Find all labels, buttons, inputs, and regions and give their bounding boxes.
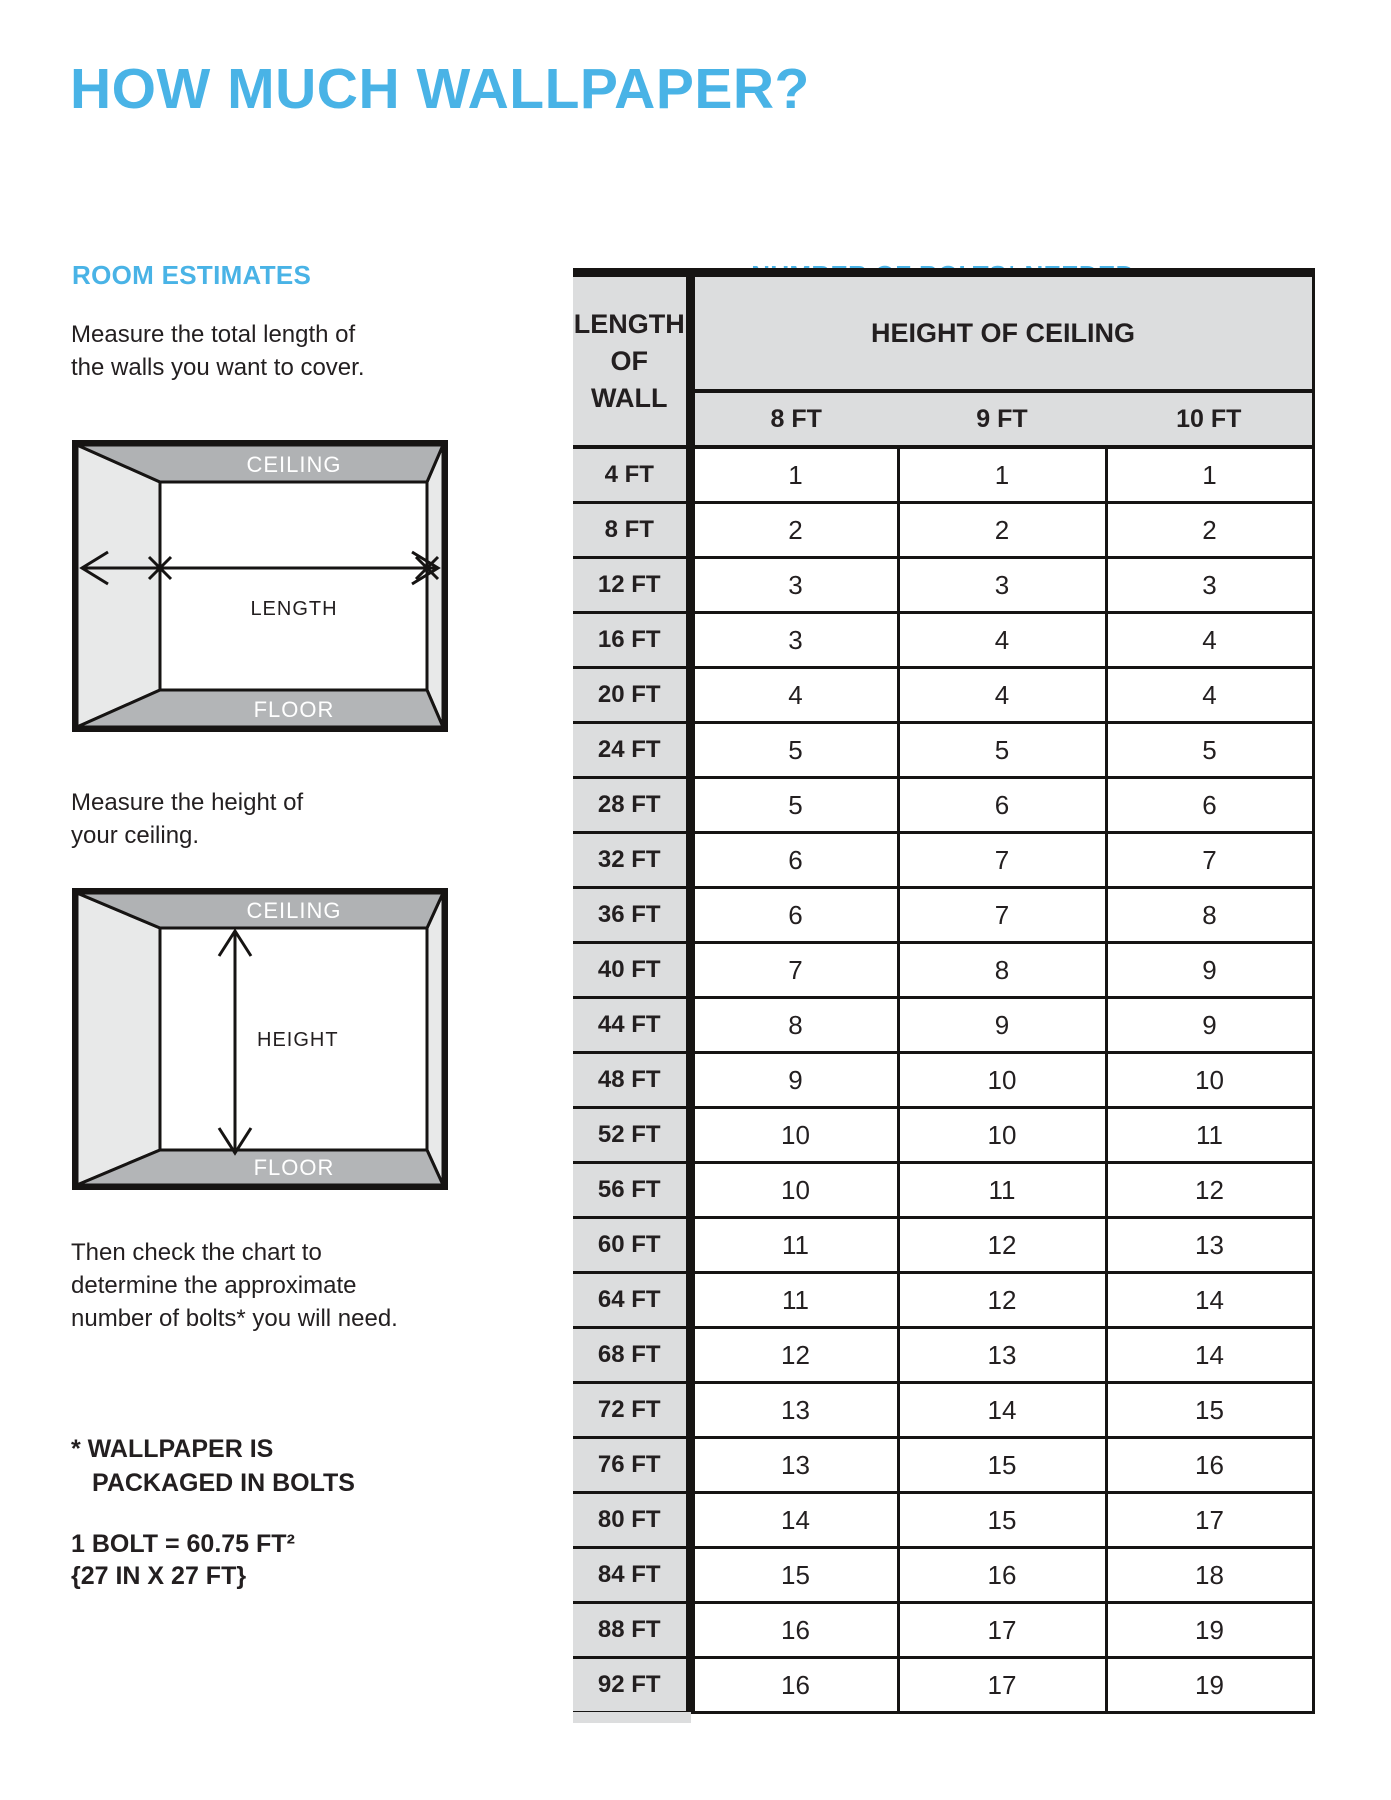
bolt-count-cell: 1 (690, 447, 898, 503)
left-wall (77, 893, 160, 1185)
bolt-count-cell: 11 (690, 1273, 898, 1328)
measure-length-paragraph (71, 318, 364, 384)
bolt-count-cell: 15 (690, 1548, 898, 1603)
bolt-count-cell: 7 (898, 833, 1106, 888)
table-row (573, 1108, 1313, 1163)
bolt-count-cell: 9 (1106, 998, 1313, 1053)
bolt-count-cell: 4 (898, 613, 1106, 668)
bolt-count-cell: 7 (1106, 833, 1313, 888)
bolt-count-cell: 9 (1106, 943, 1313, 998)
table-row (573, 613, 1313, 668)
bolt-count-cell: 5 (690, 723, 898, 778)
wall-length-cell: 8 FT (573, 503, 690, 558)
bolt-count-cell: 9 (898, 998, 1106, 1053)
bolt-count-cell: 16 (690, 1603, 898, 1658)
bolt-count-cell: 4 (1106, 668, 1313, 723)
table-row (573, 943, 1313, 998)
bolt-count-cell: 12 (898, 1273, 1106, 1328)
table-row (573, 1383, 1313, 1438)
bolt-count-cell: 14 (690, 1493, 898, 1548)
bolt-count-cell: 7 (690, 943, 898, 998)
table-row (573, 833, 1313, 888)
bolt-count-cell: 17 (898, 1603, 1106, 1658)
bolt-count-cell: 13 (690, 1383, 898, 1438)
bolt-count-cell: 5 (1106, 723, 1313, 778)
room-length-diagram (72, 440, 448, 732)
table-row (573, 1548, 1313, 1603)
table-row (573, 888, 1313, 943)
wall-length-cell: 80 FT (573, 1493, 690, 1548)
bolt-count-cell: 2 (690, 503, 898, 558)
bolt-count-cell: 10 (898, 1053, 1106, 1108)
length-label: LENGTH (250, 598, 338, 620)
table-row (573, 558, 1313, 613)
bolt-count-cell: 14 (898, 1383, 1106, 1438)
bolt-count-cell: 3 (898, 558, 1106, 613)
col-header-8ft: 8 FT (690, 391, 898, 447)
footnote-line: PACKAGED IN BOLTS (92, 1469, 355, 1497)
wall-length-cell: 16 FT (573, 613, 690, 668)
bolt-count-cell: 17 (898, 1658, 1106, 1713)
wall-length-cell: 20 FT (573, 668, 690, 723)
wall-length-cell: 72 FT (573, 1383, 690, 1438)
ceiling-label: CEILING (246, 898, 342, 923)
bolt-count-cell: 9 (690, 1053, 898, 1108)
bolt-count-cell: 5 (690, 778, 898, 833)
table-row (573, 1053, 1313, 1108)
table-row (573, 668, 1313, 723)
bolt-count-cell: 2 (898, 503, 1106, 558)
wall-length-cell: 24 FT (573, 723, 690, 778)
bolt-count-cell: 15 (1106, 1383, 1313, 1438)
wall-length-cell: 64 FT (573, 1273, 690, 1328)
wallpaper-bolts-footnote (71, 1432, 355, 1500)
wall-length-cell: 88 FT (573, 1603, 690, 1658)
room-height-diagram (72, 888, 448, 1190)
measure-height-paragraph (71, 786, 303, 852)
bolt-count-cell: 16 (898, 1548, 1106, 1603)
bolt-count-cell: 2 (1106, 503, 1313, 558)
wall-length-cell: 68 FT (573, 1328, 690, 1383)
length-of-wall-header (573, 273, 690, 448)
bolt-count-cell: 3 (690, 558, 898, 613)
wall-length-cell: 12 FT (573, 558, 690, 613)
bolt-count-cell: 14 (1106, 1328, 1313, 1383)
floor-label: FLOOR (253, 697, 335, 722)
bolt-count-cell: 13 (690, 1438, 898, 1493)
table-header-row (573, 273, 1313, 392)
paragraph-line: your ceiling. (71, 822, 200, 849)
bolt-count-cell: 4 (690, 668, 898, 723)
right-wall (427, 893, 443, 1185)
bolt-table-body (573, 447, 1313, 1713)
wall-length-cell: 4 FT (573, 447, 690, 503)
bolts-needed-table (573, 268, 1315, 1714)
room-estimates-heading: ROOM ESTIMATES (72, 260, 312, 290)
table-row (573, 1218, 1313, 1273)
bolt-count-cell: 1 (1106, 447, 1313, 503)
wall-length-cell: 92 FT (573, 1658, 690, 1713)
paragraph-line: Measure the total length of (71, 321, 356, 348)
wall-length-cell: 60 FT (573, 1218, 690, 1273)
bolt-count-cell: 10 (1106, 1053, 1313, 1108)
table-row (573, 1163, 1313, 1218)
bolt-count-cell: 10 (690, 1108, 898, 1163)
bolt-count-cell: 12 (690, 1328, 898, 1383)
left-wall (77, 445, 160, 727)
bolt-count-cell: 12 (898, 1218, 1106, 1273)
height-label: HEIGHT (257, 1029, 339, 1051)
height-of-ceiling-header: HEIGHT OF CEILING (690, 273, 1313, 392)
bolt-count-cell: 13 (1106, 1218, 1313, 1273)
bolt-count-cell: 6 (690, 888, 898, 943)
bolt-count-cell: 3 (690, 613, 898, 668)
bolt-size-line: 1 BOLT = 60.75 FT² (71, 1530, 295, 1558)
bolt-count-cell: 17 (1106, 1493, 1313, 1548)
table-row (573, 447, 1313, 503)
bolt-count-cell: 4 (898, 668, 1106, 723)
bolt-size-line: {27 IN X 27 FT} (71, 1562, 247, 1590)
bolt-count-cell: 19 (1106, 1658, 1313, 1713)
bolt-count-cell: 15 (898, 1493, 1106, 1548)
bolt-count-cell: 19 (1106, 1603, 1313, 1658)
col-header-10ft: 10 FT (1106, 391, 1313, 447)
bolt-count-cell: 8 (898, 943, 1106, 998)
right-wall (427, 445, 443, 727)
bolt-count-cell: 1 (898, 447, 1106, 503)
wall-length-cell: 40 FT (573, 943, 690, 998)
wall-length-cell: 76 FT (573, 1438, 690, 1493)
paragraph-line: determine the approximate (71, 1272, 357, 1299)
table-row (573, 1603, 1313, 1658)
back-wall (160, 482, 427, 690)
bolt-count-cell: 3 (1106, 558, 1313, 613)
bolt-count-cell: 4 (1106, 613, 1313, 668)
ceiling-label: CEILING (246, 452, 342, 477)
bolt-count-cell: 8 (1106, 888, 1313, 943)
table-row (573, 503, 1313, 558)
bolt-count-cell: 7 (898, 888, 1106, 943)
bolt-count-cell: 11 (898, 1163, 1106, 1218)
table-row (573, 1493, 1313, 1548)
table-row (573, 1438, 1313, 1493)
wall-length-cell: 56 FT (573, 1163, 690, 1218)
bolt-count-cell: 18 (1106, 1548, 1313, 1603)
wall-length-cell: 52 FT (573, 1108, 690, 1163)
header-line: OF WALL (591, 345, 668, 413)
bolt-count-cell: 16 (1106, 1438, 1313, 1493)
bolt-count-cell: 16 (690, 1658, 898, 1713)
bolt-count-cell: 5 (898, 723, 1106, 778)
bolt-size-info (71, 1528, 295, 1592)
paragraph-line: Measure the height of (71, 789, 304, 816)
bolt-count-cell: 6 (690, 833, 898, 888)
bolt-count-cell: 10 (898, 1108, 1106, 1163)
col-header-9ft: 9 FT (898, 391, 1106, 447)
table-row (573, 1328, 1313, 1383)
bolt-count-cell: 13 (898, 1328, 1106, 1383)
paragraph-line: the walls you want to cover. (71, 354, 365, 381)
wall-length-cell: 36 FT (573, 888, 690, 943)
page-title: HOW MUCH WALLPAPER? (70, 57, 810, 121)
bolt-count-cell: 6 (1106, 778, 1313, 833)
header-line: LENGTH (573, 308, 685, 339)
table-row (573, 998, 1313, 1053)
table-row (573, 778, 1313, 833)
wall-length-cell: 44 FT (573, 998, 690, 1053)
wall-length-cell: 84 FT (573, 1548, 690, 1603)
bolt-count-cell: 15 (898, 1438, 1106, 1493)
bolt-count-cell: 12 (1106, 1163, 1313, 1218)
label-column-stub (573, 1712, 691, 1723)
table-row (573, 1273, 1313, 1328)
bolt-count-cell: 11 (690, 1218, 898, 1273)
bolt-count-cell: 11 (1106, 1108, 1313, 1163)
bolt-count-cell: 6 (898, 778, 1106, 833)
table-row (573, 1658, 1313, 1713)
wall-length-cell: 48 FT (573, 1053, 690, 1108)
wall-length-cell: 32 FT (573, 833, 690, 888)
bolt-count-cell: 14 (1106, 1273, 1313, 1328)
paragraph-line: Then check the chart to (71, 1239, 322, 1266)
bolt-count-cell: 10 (690, 1163, 898, 1218)
paragraph-line: number of bolts* you will need. (71, 1305, 398, 1332)
floor-label: FLOOR (253, 1155, 335, 1180)
table-row (573, 723, 1313, 778)
bolt-count-cell: 8 (690, 998, 898, 1053)
check-chart-paragraph (71, 1236, 398, 1335)
footnote-line: * WALLPAPER IS (71, 1435, 274, 1463)
wall-length-cell: 28 FT (573, 778, 690, 833)
